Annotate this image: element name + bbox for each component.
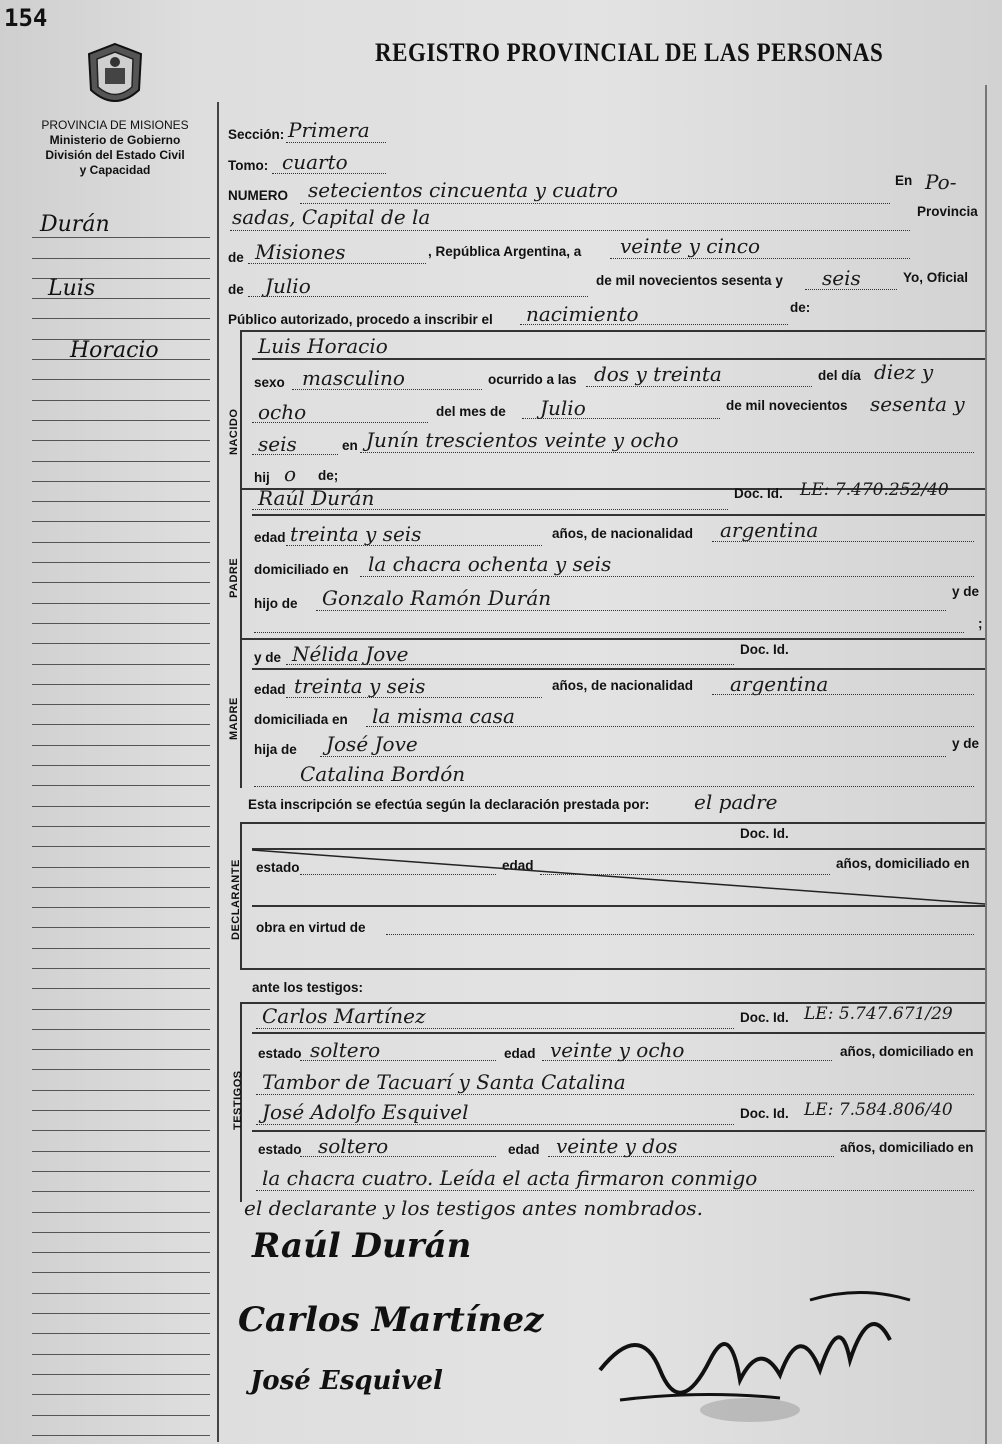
dotted-line — [256, 1028, 734, 1029]
name-rule — [252, 1032, 985, 1034]
label-numero: NUMERO — [228, 188, 288, 203]
testigo2-nombre: José Adolfo Esquivel — [262, 1100, 469, 1124]
value-mes-inscripcion: Julio — [265, 274, 311, 298]
label-semicolon: ; — [978, 616, 983, 631]
value-lugar: sadas, Capital de la — [232, 205, 431, 229]
dotted-line — [610, 258, 910, 259]
nacido-hij-suffix: o — [284, 462, 297, 486]
margin-divider — [217, 102, 219, 1442]
dotted-line — [286, 545, 542, 546]
label-yo-oficial: Yo, Oficial — [903, 270, 969, 285]
dotted-line — [542, 1060, 832, 1061]
label-nac-madre: años, de nacionalidad — [552, 678, 694, 693]
margin-rule-line — [32, 624, 210, 644]
name-rule — [252, 514, 985, 516]
dotted-line — [548, 1156, 834, 1157]
label-declaracion: Esta inscripción se efectúa según la declaración prestada por: — [248, 797, 650, 812]
margin-first-name: Luis — [48, 276, 96, 301]
margin-rule-line — [32, 766, 210, 786]
margin-rule-line — [32, 969, 210, 989]
margin-rule-line — [32, 380, 210, 400]
testigo1-nombre: Carlos Martínez — [262, 1004, 426, 1028]
label-de: de — [228, 282, 244, 297]
margin-rule-line — [32, 644, 210, 664]
margin-rule-line — [32, 786, 210, 806]
label-de-colon: de: — [790, 300, 811, 315]
testigo2-edad: veinte y dos — [556, 1134, 678, 1158]
margin-rule-line — [32, 746, 210, 766]
testigo2-estado: soltero — [318, 1134, 389, 1158]
value-dia-inscripcion: veinte y cinco — [620, 234, 761, 258]
margin-rule-line — [32, 1355, 210, 1375]
margin-rule-line — [32, 522, 210, 542]
nacido-mes: Julio — [540, 396, 586, 420]
dotted-line — [360, 576, 974, 577]
dotted-line — [300, 1156, 496, 1157]
value-seccion: Primera — [288, 118, 370, 142]
label-estado-declarante: estado — [256, 860, 300, 875]
label-anos-dom-testigo1: años, domiciliado en — [840, 1044, 974, 1059]
padre-padre: Gonzalo Ramón Durán — [322, 586, 552, 610]
value-en: Po- — [925, 170, 957, 194]
testigo2-doc: LE: 7.584.806/40 — [804, 1100, 953, 1120]
dotted-line — [522, 418, 720, 419]
label-en-lugar: en — [342, 438, 358, 453]
label-ocurrido: ocurrido a las — [488, 372, 577, 387]
label-doc-testigo1: Doc. Id. — [740, 1010, 789, 1025]
label-dom-madre: domiciliada en — [254, 712, 348, 727]
section-bracket — [240, 330, 242, 490]
dotted-line — [360, 452, 974, 453]
dotted-line — [300, 1060, 496, 1061]
section-rule — [240, 822, 985, 824]
margin-rule-line — [32, 1070, 210, 1090]
label-anos-dom-testigo2: años, domiciliado en — [840, 1140, 974, 1155]
label-de-mil: de mil novecientos sesenta y — [596, 273, 783, 288]
label-de: de — [228, 250, 244, 265]
margin-rule-line — [32, 604, 210, 624]
testigo1-estado: soltero — [310, 1038, 381, 1062]
margin-rule-line — [32, 1172, 210, 1192]
dotted-line — [230, 230, 910, 231]
dotted-line — [254, 632, 964, 633]
margin-rule-line — [32, 1253, 210, 1273]
margin-rule-line — [32, 1050, 210, 1070]
label-publico: Público autorizado, procedo a inscribir el — [228, 312, 493, 327]
declarante-por: el padre — [694, 790, 778, 814]
dotted-line — [300, 203, 890, 204]
section-rule — [240, 330, 985, 332]
dotted-line — [256, 1094, 974, 1095]
padre-edad: treinta y seis — [290, 522, 422, 546]
margin-rule-line — [32, 725, 210, 745]
cierre-texto: el declarante y los testigos antes nombrados. — [244, 1196, 704, 1220]
margin-rule-line — [32, 868, 210, 888]
margin-rule-line — [32, 1375, 210, 1395]
margin-rule-line — [32, 1192, 210, 1212]
margin-rule-line — [32, 583, 210, 603]
dotted-line — [520, 324, 788, 325]
right-margin-line — [985, 85, 987, 1444]
madre-edad: treinta y seis — [294, 674, 426, 698]
label-de-mil-2: de mil novecientos — [726, 398, 848, 413]
margin-rule-line — [32, 401, 210, 421]
dotted-line — [292, 389, 482, 390]
madre-padre: José Jove — [326, 732, 418, 756]
label-edad-padre: edad — [254, 530, 286, 545]
margin-rule-line — [32, 482, 210, 502]
margin-middle-name: Horacio — [70, 338, 159, 363]
label-y-de-madre-2: y de — [952, 736, 980, 751]
label-doc-madre: Doc. Id. — [740, 642, 789, 657]
section-bracket — [240, 638, 242, 788]
name-rule — [252, 1130, 985, 1132]
nacido-anio: sesenta y — [870, 392, 965, 416]
label-obra: obra en virtud de — [256, 920, 366, 935]
document-title: REGISTRO PROVINCIAL DE LAS PERSONAS — [375, 38, 884, 67]
label-republica: , República Argentina, a — [428, 244, 582, 259]
madre-madre: Catalina Bordón — [300, 762, 466, 786]
margin-rule-line — [32, 1213, 210, 1233]
nacido-anio-2: seis — [258, 432, 297, 456]
name-rule — [252, 668, 985, 670]
side-label-declarante: DECLARANTE — [230, 859, 242, 940]
label-nac-padre: años, de nacionalidad — [552, 526, 694, 541]
label-doc-testigo2: Doc. Id. — [740, 1106, 789, 1121]
dotted-line — [272, 173, 386, 174]
label-hija-de: hija de — [254, 742, 297, 757]
agency-province: PROVINCIA DE MISIONES — [41, 118, 189, 132]
margin-ruled-lines — [32, 218, 210, 1444]
dotted-line — [248, 296, 588, 297]
dotted-line — [712, 541, 974, 542]
label-de-semi: de; — [318, 468, 339, 483]
margin-rule-line — [32, 807, 210, 827]
section-rule — [240, 638, 985, 640]
agency-capacity: y Capacidad — [79, 163, 151, 177]
nacido-dia: diez y — [874, 360, 934, 384]
dotted-line — [316, 610, 946, 611]
margin-rule-line — [32, 441, 210, 461]
margin-rule-line — [32, 1131, 210, 1151]
section-rule — [240, 968, 985, 970]
margin-rule-line — [32, 1273, 210, 1293]
label-edad-declarante: edad — [502, 858, 534, 873]
dotted-line — [286, 697, 542, 698]
dotted-line — [286, 142, 386, 143]
side-label-padre: PADRE — [228, 557, 240, 598]
margin-rule-line — [32, 543, 210, 563]
value-tomo: cuarto — [282, 150, 348, 174]
margin-rule-line — [32, 462, 210, 482]
margin-rule-line — [32, 989, 210, 1009]
madre-nacionalidad: argentina — [730, 672, 829, 696]
dotted-line — [712, 694, 974, 695]
dotted-line — [320, 756, 946, 757]
margin-rule-line — [32, 1334, 210, 1354]
label-y-de-madre: y de — [254, 650, 282, 665]
margin-rule-line — [32, 299, 210, 319]
label-y-de-padre: y de — [952, 584, 980, 599]
section-bracket — [240, 488, 242, 638]
cancel-stroke — [252, 848, 987, 908]
provincial-crest-icon — [83, 42, 147, 114]
margin-rule-line — [32, 421, 210, 441]
label-edad-testigo1: edad — [504, 1046, 536, 1061]
label-edad-madre: edad — [254, 682, 286, 697]
margin-rule-line — [32, 949, 210, 969]
testigo1-edad: veinte y ocho — [550, 1038, 685, 1062]
agency-division: División del Estado Civil — [45, 148, 185, 162]
margin-rule-line — [32, 319, 210, 339]
dotted-line — [248, 263, 426, 264]
official-signature-icon — [580, 1280, 920, 1430]
margin-rule-line — [32, 563, 210, 583]
margin-rule-line — [32, 1010, 210, 1030]
value-acto: nacimiento — [526, 302, 639, 326]
dotted-line — [256, 1190, 974, 1191]
margin-rule-line — [32, 1395, 210, 1415]
agency-ministry: Ministerio de Gobierno — [49, 133, 181, 147]
margin-rule-line — [32, 827, 210, 847]
margin-rule-line — [32, 908, 210, 928]
margin-rule-line — [32, 1091, 210, 1111]
madre-domicilio: la misma casa — [372, 704, 515, 728]
madre-nombre: Nélida Jove — [292, 642, 409, 666]
margin-rule-line — [32, 888, 210, 908]
firma-padre: Raúl Durán — [252, 1226, 472, 1266]
value-anio-inscripcion: seis — [822, 266, 861, 290]
side-label-madre: MADRE — [228, 697, 240, 740]
margin-rule-line — [32, 705, 210, 725]
label-seccion: Sección: — [228, 127, 285, 142]
padre-nombre: Raúl Durán — [258, 486, 375, 510]
dotted-line — [805, 289, 897, 290]
label-sexo: sexo — [254, 375, 285, 390]
margin-rule-line — [32, 1314, 210, 1334]
dotted-line — [586, 386, 812, 387]
margin-rule-line — [32, 1152, 210, 1172]
dotted-line — [252, 422, 428, 423]
label-doc-padre: Doc. Id. — [734, 486, 783, 501]
firma-testigo2: José Esquivel — [250, 1366, 443, 1396]
margin-rule-line — [32, 1030, 210, 1050]
margin-rule-line — [32, 1233, 210, 1253]
label-estado-testigo2: estado — [258, 1142, 302, 1157]
side-label-nacido: NACIDO — [228, 408, 240, 455]
label-tomo: Tomo: — [228, 158, 269, 173]
margin-rule-line — [32, 847, 210, 867]
nacido-hora: dos y treinta — [594, 362, 722, 386]
label-edad-testigo2: edad — [508, 1142, 540, 1157]
side-label-testigos: TESTIGOS — [232, 1070, 244, 1130]
label-del-mes: del mes de — [436, 404, 506, 419]
margin-rule-line — [32, 1294, 210, 1314]
margin-rule-line — [32, 1416, 210, 1436]
padre-doc: LE: 7.470.252/40 — [800, 480, 949, 500]
label-del-dia: del día — [818, 368, 861, 383]
label-estado-testigo1: estado — [258, 1046, 302, 1061]
margin-rule-line — [32, 502, 210, 522]
label-hijo-de: hijo de — [254, 596, 298, 611]
testigo2-domicilio: la chacra cuatro. Leída el acta firmaron conmigo — [262, 1166, 758, 1190]
margin-rule-line — [32, 1436, 210, 1444]
dotted-line — [254, 786, 974, 787]
dotted-line — [252, 454, 338, 455]
label-anos-dom-declarante: años, domiciliado en — [836, 856, 970, 871]
margin-rule-line — [32, 360, 210, 380]
testigo1-domicilio: Tambor de Tacuarí y Santa Catalina — [262, 1070, 626, 1094]
padre-nacionalidad: argentina — [720, 518, 819, 542]
padre-domicilio: la chacra ochenta y seis — [368, 552, 612, 576]
margin-rule-line — [32, 665, 210, 685]
label-en: En — [895, 173, 913, 188]
value-numero: setecientos cincuenta y cuatro — [308, 178, 618, 202]
nacido-sexo: masculino — [302, 366, 405, 390]
label-provincia: Provincia — [917, 204, 978, 219]
nacido-dia-2: ocho — [258, 400, 307, 424]
dotted-line — [256, 1124, 734, 1125]
firma-testigo1: Carlos Martínez — [238, 1300, 544, 1340]
label-hij: hij — [254, 470, 270, 485]
testigo1-doc: LE: 5.747.671/29 — [804, 1004, 953, 1024]
label-ante: ante los testigos: — [252, 980, 364, 995]
margin-rule-line — [32, 928, 210, 948]
dotted-line — [286, 664, 734, 665]
dotted-line — [252, 509, 728, 510]
label-dom-padre: domiciliado en — [254, 562, 349, 577]
nacido-nombre: Luis Horacio — [258, 334, 388, 358]
value-provincia: Misiones — [255, 240, 346, 264]
dotted-line — [386, 934, 974, 935]
margin-rule-line — [32, 238, 210, 258]
page-number: 154 — [4, 4, 48, 32]
margin-rule-line — [32, 1111, 210, 1131]
margin-rule-line — [32, 685, 210, 705]
dotted-line — [366, 726, 974, 727]
margin-surname: Durán — [40, 212, 110, 237]
label-doc-declarante: Doc. Id. — [740, 826, 789, 841]
agency-block — [15, 118, 215, 178]
nacido-lugar: Junín trescientos veinte y ocho — [366, 428, 679, 452]
